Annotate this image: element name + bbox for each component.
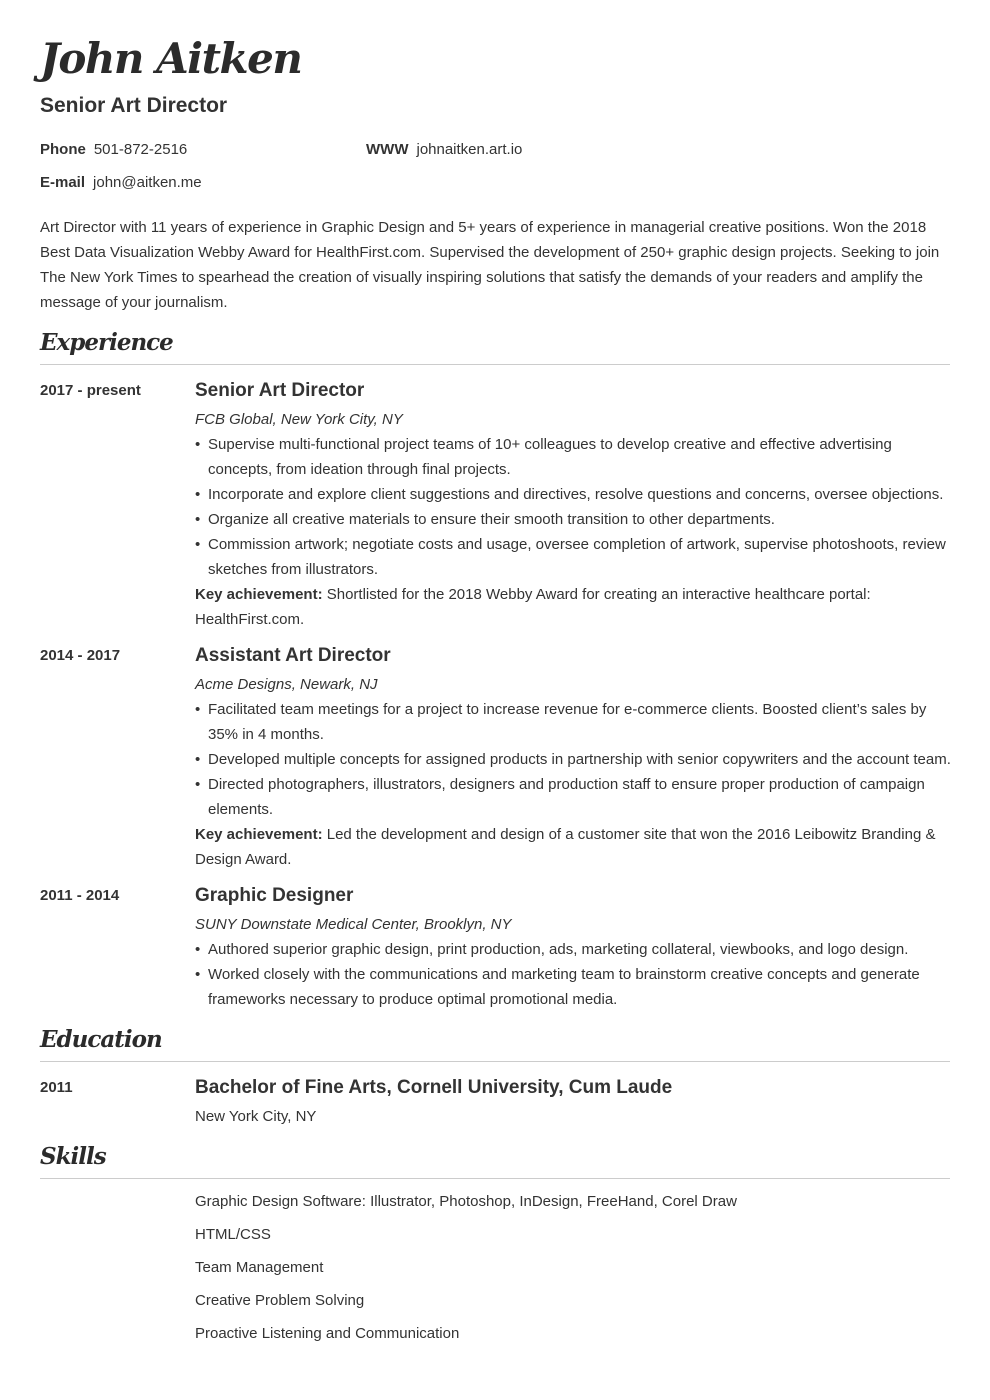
bullet-text: Facilitated team meetings for a project to increase revenue for e-commerce clients. Boosted client’s sales by 35% in 4 months.	[208, 701, 927, 743]
bullet-item	[195, 507, 955, 532]
bullet-icon: •	[195, 701, 201, 718]
entry-bullets	[195, 937, 955, 1012]
contact-value: john@aitken.me	[93, 174, 202, 191]
entry-achievement	[195, 822, 955, 872]
section-title-education: Education	[40, 1026, 162, 1053]
entry-content	[195, 379, 955, 632]
bullet-text: Commission artwork; negotiate costs and usage, oversee completion of artwork, supervise photoshoots, review sketches from illustrators.	[208, 536, 946, 578]
bullet-text: Incorporate and explore client suggestions and directives, resolve questions and concerns, oversee objections.	[208, 486, 944, 503]
achievement-label: Key achievement:	[195, 826, 323, 843]
bullet-item	[195, 482, 955, 507]
entry-date: 2017 - present	[40, 382, 141, 399]
skill-item: HTML/CSS	[195, 1226, 271, 1243]
bullet-text: Developed multiple concepts for assigned products in partnership with senior copywriters and the account team.	[208, 751, 951, 768]
skill-item: Creative Problem Solving	[195, 1292, 365, 1309]
achievement-text: Led the development and design of a customer site that won the 2016 Leibowitz Branding & Design Award.	[195, 826, 936, 868]
contact-label: E-mail	[40, 174, 86, 191]
skill-item: Graphic Design Software: Illustrator, Photoshop, InDesign, FreeHand, Corel Draw	[195, 1193, 737, 1210]
contact-email	[40, 174, 202, 191]
bullet-icon: •	[195, 511, 201, 528]
bullet-icon: •	[195, 536, 201, 553]
entry-role: Senior Art Director	[195, 380, 365, 401]
achievement-text: Shortlisted for the 2018 Webby Award for creating an interactive healthcare portal: HealthFirst.com.	[195, 586, 871, 628]
entry-date: 2011	[40, 1079, 73, 1096]
entry-bullets	[195, 697, 955, 822]
entry-date: 2014 - 2017	[40, 647, 121, 664]
entry-degree: Bachelor of Fine Arts, Cornell University, Cum Laude	[195, 1077, 673, 1098]
entry-location: New York City, NY	[195, 1108, 317, 1125]
section-divider	[40, 364, 950, 365]
entry-achievement	[195, 582, 955, 632]
bullet-icon: •	[195, 776, 201, 793]
bullet-text: Authored superior graphic design, print production, ads, marketing collateral, viewbooks, and logo design.	[208, 941, 909, 958]
contact-value: 501-872-2516	[93, 141, 188, 158]
summary-paragraph: Art Director with 11 years of experience in Graphic Design and 5+ years of experience in managerial creative positions. Won the 2018 Best Data Visualization Webby Award for HealthFirst.com. Supervised the development of 250+ graphic design projects. Seeking to join The New York Times to spearhead the creation of visually inspiring solutions that satisfy the demands of your readers and amplify the message of your journalism.	[40, 219, 940, 311]
bullet-text: Directed photographers, illustrators, designers and production staff to ensure proper production of campaign elements.	[208, 776, 925, 818]
section-title-experience: Experience	[40, 329, 173, 356]
candidate-title: Senior Art Director	[40, 94, 228, 117]
candidate-name: John Aitken	[40, 34, 302, 83]
entry-company: SUNY Downstate Medical Center, Brooklyn, NY	[195, 916, 512, 933]
bullet-item	[195, 772, 955, 822]
entry-content	[195, 644, 955, 872]
bullet-item	[195, 697, 955, 747]
bullet-icon: •	[195, 966, 201, 983]
bullet-item	[195, 747, 955, 772]
achievement-label: Key achievement:	[195, 586, 323, 603]
bullet-icon: •	[195, 941, 201, 958]
section-divider	[40, 1178, 950, 1179]
skill-item: Proactive Listening and Communication	[195, 1325, 460, 1342]
contact-label: WWW	[366, 141, 409, 158]
entry-company: Acme Designs, Newark, NJ	[195, 676, 378, 693]
contact-website	[366, 141, 522, 158]
contact-label: Phone	[40, 141, 86, 158]
bullet-item	[195, 937, 955, 962]
bullet-icon: •	[195, 436, 201, 453]
bullet-text: Supervise multi-functional project teams of 10+ colleagues to develop creative and effective advertising concepts, from ideation through final projects.	[208, 436, 892, 478]
contact-phone	[40, 141, 187, 158]
bullet-icon: •	[195, 751, 201, 768]
bullet-icon: •	[195, 486, 201, 503]
entry-role: Assistant Art Director	[195, 645, 391, 666]
contact-value: johnaitken.art.io	[416, 141, 523, 158]
entry-date: 2011 - 2014	[40, 887, 120, 904]
entry-content	[195, 884, 955, 1012]
entry-bullets	[195, 432, 955, 582]
bullet-text: Organize all creative materials to ensure their smooth transition to other departments.	[208, 511, 775, 528]
bullet-item	[195, 532, 955, 582]
section-title-skills: Skills	[40, 1143, 106, 1170]
section-divider	[40, 1061, 950, 1062]
bullet-text: Worked closely with the communications and marketing team to brainstorm creative concepts and generate frameworks necessary to produce optimal promotional media.	[208, 966, 920, 1008]
entry-company: FCB Global, New York City, NY	[195, 411, 403, 428]
skill-item: Team Management	[195, 1259, 324, 1276]
bullet-item	[195, 962, 955, 1012]
entry-role: Graphic Designer	[195, 885, 354, 906]
entry-content	[195, 1076, 955, 1129]
bullet-item	[195, 432, 955, 482]
